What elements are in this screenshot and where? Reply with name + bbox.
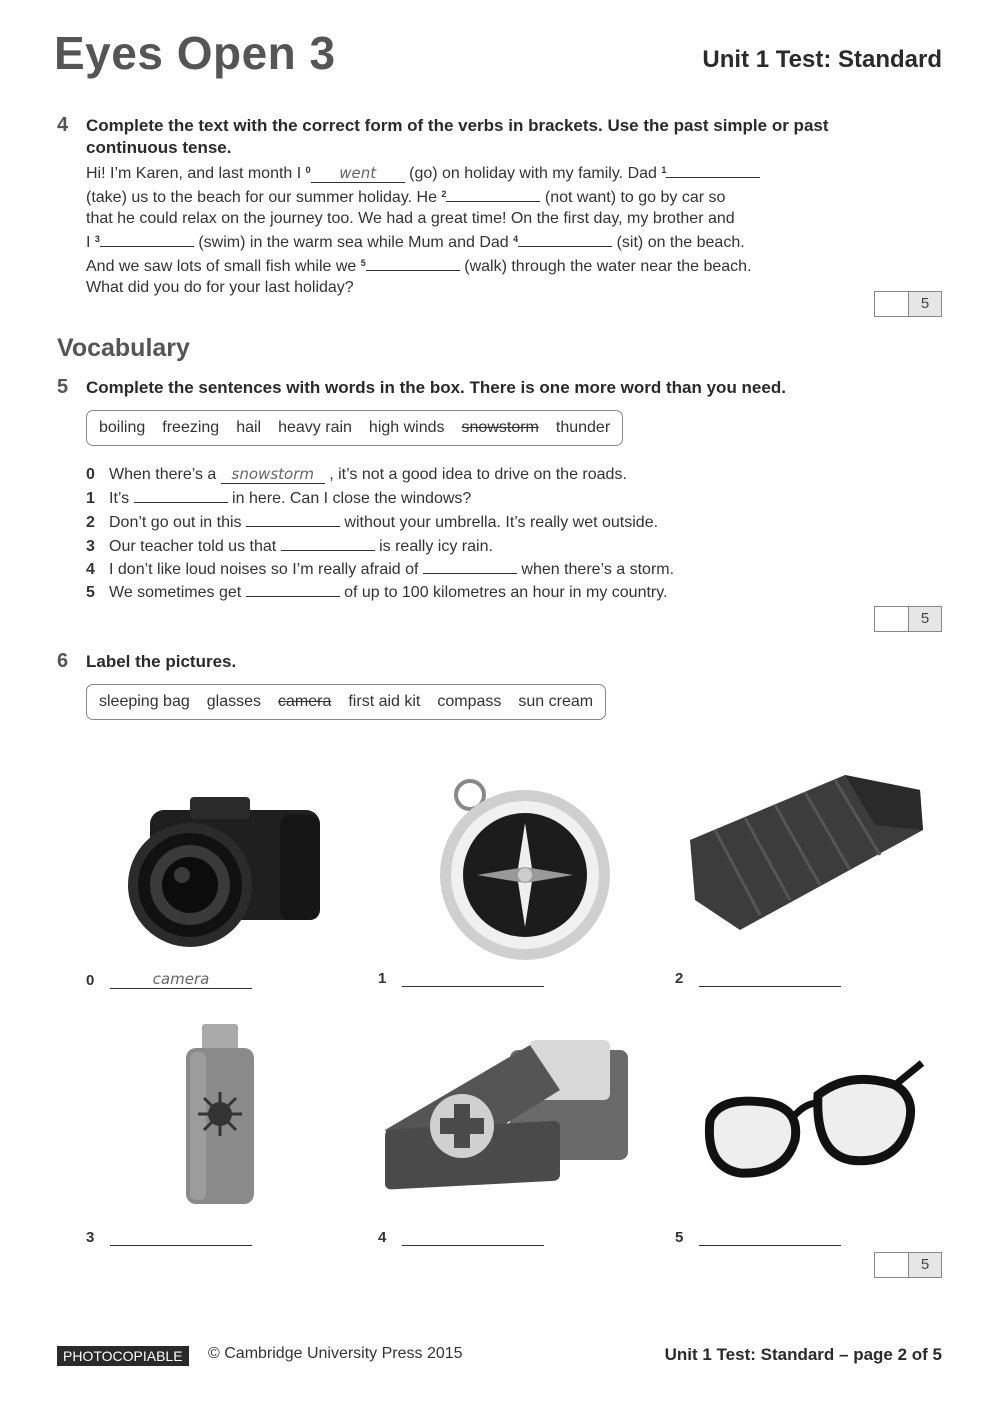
- gap-2-input[interactable]: [446, 187, 540, 202]
- sentence-3: [86, 536, 493, 556]
- text-segment: (sit) on the beach.: [612, 234, 745, 251]
- gap-number: 0: [305, 165, 311, 175]
- gap-3-input[interactable]: [100, 232, 194, 247]
- text-line: [86, 229, 806, 253]
- sentence-number: 1: [86, 490, 95, 507]
- score-max: 5: [909, 1253, 941, 1277]
- sentence-text: of up to 100 kilometres an hour in my country.: [339, 584, 668, 601]
- sentence-text: I don’t like loud noises so I’m really afraid of: [109, 561, 423, 578]
- sentence-5-input[interactable]: [246, 582, 340, 597]
- word-option-used: camera: [278, 693, 332, 710]
- label-5-input[interactable]: [699, 1229, 841, 1246]
- sentence-text: Our teacher told us that: [109, 538, 281, 555]
- score-input[interactable]: [875, 1253, 909, 1277]
- sentence-text: is really icy rain.: [374, 538, 493, 555]
- photocopiable-badge: PHOTOCOPIABLE: [57, 1346, 189, 1366]
- sentence-1-input[interactable]: [134, 488, 228, 503]
- label-2-input[interactable]: [699, 970, 841, 987]
- word-option: freezing: [162, 419, 220, 436]
- word-option: sun cream: [518, 693, 594, 710]
- question-number-4: 4: [57, 114, 69, 136]
- sentence-text: , it’s not a good idea to drive on the roads.: [324, 466, 627, 483]
- text-segment: (walk) through the water near the beach.: [459, 258, 752, 275]
- question-6-instruction: Label the pictures.: [86, 652, 237, 671]
- section-title: Vocabulary: [57, 334, 190, 362]
- word-option: glasses: [206, 693, 261, 710]
- gap-number: 5: [360, 258, 366, 268]
- text-segment: And we saw lots of small fish while we: [86, 258, 361, 275]
- sentence-number: 5: [86, 584, 95, 601]
- text-line: [86, 253, 806, 277]
- label-0-answer: camera: [110, 970, 252, 989]
- gap-number: 4: [513, 234, 519, 244]
- score-input[interactable]: [875, 292, 909, 316]
- sentence-number: 4: [86, 561, 95, 578]
- gap-number: 1: [661, 165, 667, 175]
- unit-title: Unit 1 Test: Standard: [702, 46, 942, 73]
- label-row-4: [378, 1229, 544, 1246]
- text-segment: I: [86, 234, 95, 251]
- text-segment: that he could relax on the journey too. We had a great time! On the first day, my brother and: [86, 210, 735, 227]
- label-3-input[interactable]: [110, 1229, 252, 1246]
- text-segment: (not want) to go by car so: [540, 189, 726, 206]
- text-segment: (go) on holiday with my family. Dad: [404, 165, 662, 182]
- text-segment: (swim) in the warm sea while Mum and Dad: [193, 234, 514, 251]
- sentence-0: [86, 465, 627, 484]
- text-line: [86, 277, 806, 298]
- label-number: 5: [675, 1229, 684, 1246]
- label-number: 4: [378, 1229, 387, 1246]
- text-line: [86, 208, 806, 229]
- gap-1-input[interactable]: [666, 163, 760, 178]
- text-segment: (take) us to the beach for our summer holiday. He: [86, 189, 442, 206]
- word-option: first aid kit: [348, 693, 421, 710]
- word-box-q6: [86, 684, 606, 720]
- sentence-text: We sometimes get: [109, 584, 246, 601]
- compass-icon: [425, 775, 625, 965]
- sentence-5: [86, 582, 668, 602]
- text-segment: Hi! I’m Karen, and last month I: [86, 165, 306, 182]
- gap-number: 2: [441, 189, 447, 199]
- camera-icon: [110, 775, 330, 965]
- sun-cream-icon: [180, 1022, 260, 1207]
- glasses-icon: [700, 1055, 925, 1190]
- sentence-2-input[interactable]: [246, 512, 340, 527]
- question-number-6: 6: [57, 650, 69, 672]
- label-row-1: [378, 970, 544, 987]
- sentence-text: It’s: [109, 490, 134, 507]
- score-box-q5: [874, 606, 942, 632]
- sentence-text: when there’s a storm.: [516, 561, 675, 578]
- sentence-4-input[interactable]: [423, 559, 517, 574]
- text-line: [86, 160, 806, 184]
- sleeping-bag-icon: [685, 770, 925, 940]
- sentence-number: 2: [86, 514, 95, 531]
- first-aid-kit-icon: [380, 1030, 635, 1205]
- label-number: 0: [86, 972, 95, 989]
- sentence-text: without your umbrella. It’s really wet outside.: [339, 514, 659, 531]
- word-option: boiling: [99, 419, 146, 436]
- word-option: heavy rain: [278, 419, 352, 436]
- question-4-text: [86, 160, 806, 298]
- instruction-line: continuous tense.: [86, 138, 232, 157]
- score-max: 5: [909, 292, 941, 316]
- score-input[interactable]: [875, 607, 909, 631]
- sentence-1: [86, 488, 471, 508]
- text-line: [86, 184, 806, 208]
- gap-0-answer: went: [311, 164, 405, 183]
- score-box-q6: [874, 1252, 942, 1278]
- word-option: high winds: [368, 419, 445, 436]
- gap-5-input[interactable]: [366, 256, 460, 271]
- sentence-text: When there’s a: [109, 466, 221, 483]
- label-row-3: [86, 1229, 252, 1246]
- word-option: hail: [236, 419, 262, 436]
- word-option: thunder: [555, 419, 611, 436]
- label-number: 3: [86, 1229, 95, 1246]
- label-number: 2: [675, 970, 684, 987]
- word-option-used: snowstorm: [461, 419, 539, 436]
- sentence-0-answer: snowstorm: [221, 465, 325, 484]
- sentence-number: 0: [86, 466, 95, 483]
- sentence-text: Don’t go out in this: [109, 514, 246, 531]
- score-max: 5: [909, 607, 941, 631]
- copyright: © Cambridge University Press 2015: [208, 1345, 463, 1362]
- text-segment: What did you do for your last holiday?: [86, 279, 354, 296]
- gap-4-input[interactable]: [518, 232, 612, 247]
- label-row-2: [675, 970, 841, 987]
- word-option: sleeping bag: [99, 693, 190, 710]
- gap-number: 3: [94, 234, 100, 244]
- label-1-input[interactable]: [402, 970, 544, 987]
- label-row-5: [675, 1229, 841, 1246]
- instruction-line: Complete the text with the correct form of the verbs in brackets. Use the past simple or past: [86, 116, 829, 135]
- word-option: compass: [437, 693, 502, 710]
- sentence-2: [86, 512, 658, 532]
- sentence-3-input[interactable]: [281, 536, 375, 551]
- brand-title: Eyes Open 3: [54, 27, 336, 79]
- question-number-5: 5: [57, 376, 69, 398]
- score-box-q4: [874, 291, 942, 317]
- sentence-text: in here. Can I close the windows?: [227, 490, 472, 507]
- sentence-4: [86, 559, 674, 579]
- page-indicator: Unit 1 Test: Standard – page 2 of 5: [664, 1345, 942, 1364]
- label-row-0: [86, 970, 252, 989]
- sentence-number: 3: [86, 538, 95, 555]
- question-5-instruction: Complete the sentences with words in the box. There is one more word than you need.: [86, 378, 786, 397]
- label-4-input[interactable]: [402, 1229, 544, 1246]
- label-number: 1: [378, 970, 387, 987]
- question-4-instruction: [86, 115, 946, 159]
- word-box-q5: [86, 410, 623, 446]
